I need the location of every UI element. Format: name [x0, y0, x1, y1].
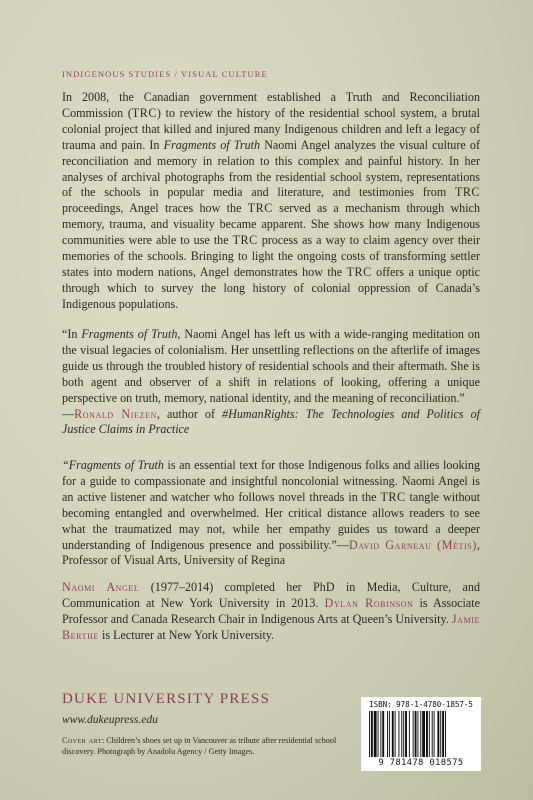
author-name: Naomi Angel — [62, 580, 140, 594]
barcode-bar — [369, 711, 370, 757]
barcode-bar — [398, 711, 399, 757]
barcode-bar — [432, 711, 433, 757]
endorser-name: David Garneau (Métis) — [349, 537, 477, 552]
endorser-name: Ronald Niezen — [74, 406, 157, 421]
barcode-bar — [403, 711, 404, 757]
barcode-bar — [387, 711, 388, 757]
barcode-bar — [409, 711, 410, 757]
barcode-bar — [420, 711, 421, 757]
publisher-name: DUKE UNIVERSITY PRESS — [62, 691, 270, 707]
barcode-bar — [378, 711, 379, 757]
barcode-bar — [405, 711, 407, 757]
barcode-bar — [395, 711, 396, 757]
author-bios: Naomi Angel (1977–2014) completed her PhD in Media, Culture, and Communication at New York University in 2013. Dylan Robinson is Associate Professor and Canada Research Chair in Indigenous Arts at Queen’s University. Jamie Berthe is Lecturer at New York University. — [62, 580, 480, 642]
barcode-icon — [369, 711, 473, 757]
endorsement-garneau: “Fragments of Truth is an essential text for those Indigenous folks and allies looking for a guide to compassionate and insightful noncolonial witnessing. Naomi Angel is an active listener and watcher who follows novel threads in the TRC tangle without becoming entangled and overwhelmed. Her critical distance allows readers to see what the traumatized may not, while her empathy guides us toward a deeper understanding of Indigenous presence and possibility.”—David Garneau (Métis), Professor of Visual Arts, University of Regina — [62, 458, 481, 568]
isbn-label: ISBN: 978-1-4780-1857-5 — [369, 700, 473, 709]
barcode-bar — [440, 711, 441, 757]
barcode-bar — [389, 711, 390, 757]
endorsement-niezen: “In Fragments of Truth, Naomi Angel has left us with a wide-ranging meditation on the visual legacies of colonialism. Her unsettling reflections on the afterlife of images guide us through the troubled history of residential schools and their aftermath. She is both agent and observer of a shift in relations of looking, offering a unique perspective on truth, memory, national identity, and the meaning of reconciliation.” —Ronald Niezen, author of #HumanRights: The Technologies and Politics of Justice Claims in Practice — [62, 327, 481, 437]
barcode-bar — [422, 711, 425, 757]
publisher-url[interactable]: www.dukeupress.edu — [62, 714, 158, 726]
endorsement-attribution: —Ronald Niezen, author of #HumanRights: The Technologies and Politics of Justice Claims in Practice — [62, 406, 480, 437]
barcode-bar — [382, 711, 384, 757]
barcode-bar — [417, 711, 418, 757]
isbn-barcode — [361, 697, 481, 771]
book-title-ref: Fragments of Truth — [163, 137, 261, 152]
cover-art-credit: Cover art: Children’s shoes set up in Vancouver as tribute after residential school discovery. Photograph by Anadolu Agency / Getty Images. — [62, 736, 337, 756]
barcode-bar — [434, 711, 435, 757]
barcode-bar — [415, 711, 417, 757]
barcode-bar — [437, 711, 439, 757]
editor-name: Dylan Robinson — [324, 595, 414, 610]
barcode-bar — [374, 711, 377, 757]
book-description: In 2008, the Canadian government established a Truth and Reconciliation Commission (TRC) to review the history of the residential school system, a brutal colonial project that killed and injured many Indigenous children and left a legacy of trauma and pain. In Fragments of Truth Naomi Angel analyzes the visual culture of reconciliation and memory in relation to this complex and painful history. In her analyses of archival photographs from the residential school system, representations of the schools in popular media and literature, and testimonies from TRC proceedings, Angel traces how the TRC served as a mechanism through which memory, trauma, and visuality became apparent. She shows how many Indigenous communities were able to use the TRC process as a way to claim agency over their memories of the schools. Bringing to light the ongoing costs of transforming settler states into modern nations, Angel demonstrates how the TRC offers a unique optic through which to survey the long history of colonial oppression of Canada’s Indigenous populations. — [62, 90, 480, 311]
subject-category: INDIGENOUS STUDIES / VISUAL CULTURE — [62, 69, 268, 79]
barcode-bar — [445, 711, 446, 757]
barcode-bar — [413, 711, 414, 757]
barcode-bar — [371, 711, 373, 757]
barcode-bar — [429, 711, 430, 757]
editor-name: Jamie Berthe — [62, 611, 480, 642]
barcode-bar — [380, 711, 381, 757]
barcode-bar — [392, 711, 394, 757]
barcode-number: 9 781478 018575 — [378, 758, 464, 768]
barcode-bar — [401, 711, 402, 757]
barcode-bar — [426, 711, 428, 757]
barcode-bar — [442, 711, 444, 757]
